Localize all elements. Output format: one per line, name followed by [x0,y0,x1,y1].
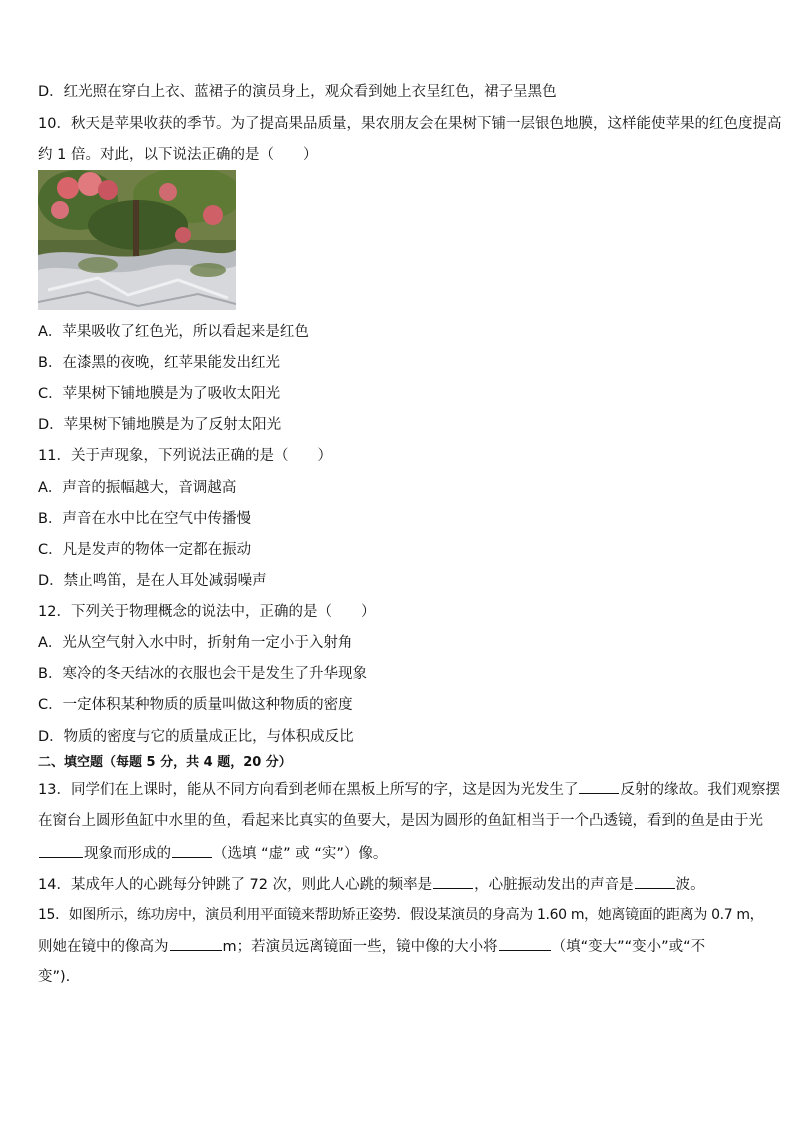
q10-option-b: B．在漆黑的夜晚，红苹果能发出红光 [38,355,280,371]
q13-line2: 在窗台上圆形鱼缸中水里的鱼，看起来比真实的鱼要大，是因为圆形的鱼缸相当于一个凸透镜，看到的鱼是由于光 [38,813,763,829]
q12-option-b: B．寒冷的冬天结冰的衣服也会干是发生了升华现象 [38,666,367,682]
q13-line3 [38,843,387,864]
q12-option-c: C．一定体积某种物质的质量叫做这种物质的密度 [38,697,353,713]
q13-text-1a: 13．同学们在上课时，能从不同方向看到老师在黑板上所写的字，这是因为光发生了 [38,782,579,798]
q11-option-a: A．声音的振幅越大，音调越高 [38,480,237,496]
q14-text-a: 14．某成年人的心跳每分钟跳了 72 次，则此人心跳的频率是 [38,877,433,893]
q15-line1: 15．如图所示，练功房中，演员利用平面镜来帮助矫正姿势．假设某演员的身高为 1.60 m，她离镜面的距离为 0.7 m， [38,907,764,923]
q12-stem: 12．下列关于物理概念的说法中，正确的是（ ） [38,604,376,620]
q15-line3: 变”). [38,969,71,985]
q10-stem-line2: 约 1 倍。对此，以下说法正确的是（ ） [38,147,318,163]
q11-stem: 11．关于声现象，下列说法正确的是（ ） [38,448,332,464]
q14-blank-1[interactable] [433,874,473,889]
q13-blank-3[interactable] [172,843,212,858]
q14-line [38,874,705,895]
q15-blank-2[interactable] [499,936,551,951]
q14-blank-2[interactable] [635,874,675,889]
q11-option-b: B．声音在水中比在空气中传播慢 [38,511,251,527]
q10-option-a: A．苹果吸收了红色光，所以看起来是红色 [38,324,309,340]
q13-text-3a: 现象而形成的 [84,846,171,862]
apple-tree-photo [38,170,236,310]
q13-blank-1[interactable] [579,779,619,794]
q12-option-a: A．光从空气射入水中时，折射角一定小于入射角 [38,635,353,651]
section-title-fill-blank: 二、填空题（每题 5 分，共 4 题，20 分） [38,755,292,770]
q14-text-b: ，心脏振动发出的声音是 [474,877,634,893]
q15-text-2b: m；若演员远离镜面一些，镜中像的大小将 [222,939,498,955]
q11-option-d: D．禁止鸣笛，是在人耳处减弱噪声 [38,573,267,589]
q10-option-c: C．苹果树下铺地膜是为了吸收太阳光 [38,386,281,402]
q13-text-3b: （选填 “虚” 或 “实”）像。 [213,846,388,862]
q10-option-d: D．苹果树下铺地膜是为了反射太阳光 [38,417,282,433]
q13-text-1b: 反射的缘故。我们观察摆 [620,782,780,798]
q9-option-d: D．红光照在穿白上衣、蓝裙子的演员身上，观众看到她上衣呈红色，裙子呈黑色 [38,84,557,100]
q13-blank-2[interactable] [39,843,83,858]
q15-blank-1[interactable] [170,936,222,951]
apple-tree-image [38,170,236,310]
q13-line1 [38,779,780,800]
q15-text-2c: （填“变大”“变小”或“不 [551,939,706,955]
q14-text-c: 波。 [675,877,705,893]
q15-text-2a: 则她在镜中的像高为 [38,939,169,955]
q10-stem-line1: 10．秋天是苹果收获的季节。为了提高果品质量，果农朋友会在果树下铺一层银色地膜，这样能使苹果的红色度提高 [38,116,782,132]
q15-line2 [38,936,705,957]
q12-option-d: D．物质的密度与它的质量成正比，与体积成反比 [38,729,354,745]
q11-option-c: C．凡是发声的物体一定都在振动 [38,542,252,558]
